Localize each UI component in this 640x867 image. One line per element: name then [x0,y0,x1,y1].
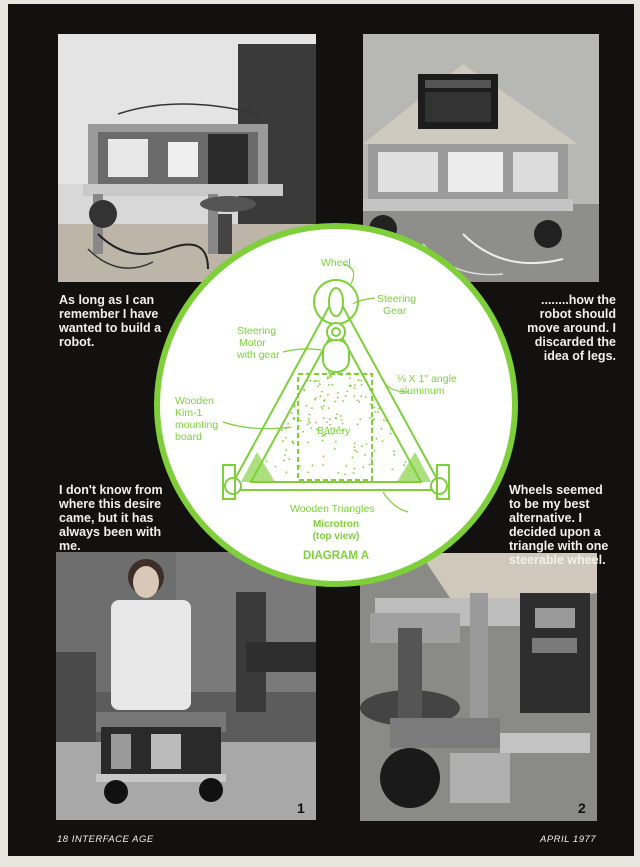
speckle-dot [363,466,365,468]
speckle-dot [308,414,310,416]
photo-number-1: 1 [297,800,305,816]
speckle-dot [315,397,317,399]
speckle-dot [393,450,395,452]
speckle-dot [322,464,324,466]
speckle-dot [383,419,385,421]
speckle-dot [322,408,324,410]
footer-date: APRIL 1977 [540,834,597,845]
speckle-dot [301,388,303,390]
diagram-title: Microtron [312,519,360,530]
speckle-dot [361,445,363,447]
speckle-dot [341,419,343,421]
speckle-dot [329,418,331,420]
speckle-dot [329,375,331,377]
speckle-dot [312,464,314,466]
speckle-dot [360,395,362,397]
speckle-dot [386,420,388,422]
label-board-3: mounting [175,419,219,431]
speckle-dot [354,446,356,448]
speckle-dot [298,414,300,416]
speckle-dot [308,421,310,423]
speckle-dot [307,380,309,382]
speckle-dot [365,381,367,383]
speckle-dot [294,406,296,408]
speckle-dot [359,419,361,421]
speckle-dot [288,458,290,460]
speckle-dot [292,440,294,442]
speckle-dot [340,415,342,417]
speckle-dot [286,471,288,473]
label-wheel: Wheel [321,257,351,269]
speckle-dot [373,407,375,409]
speckle-dot [285,449,287,451]
footer-page-title: 18 INTERFACE AGE [57,834,154,845]
speckle-dot [293,442,295,444]
speckle-dot [323,405,325,407]
speckle-dot [374,450,376,452]
speckle-dot [352,457,354,459]
speckle-dot [390,428,392,430]
speckle-dot [337,472,339,474]
speckle-dot [345,395,347,397]
speckle-dot [357,423,359,425]
speckle-dot [335,417,337,419]
speckle-dot [322,440,324,442]
speckle-dot [320,395,322,397]
speckle-dot [337,392,339,394]
diagram-a-circle [153,222,519,588]
speckle-dot [317,385,319,387]
speckle-dot [332,384,334,386]
speckle-dot [294,404,296,406]
speckle-dot [382,440,384,442]
speckle-dot [314,399,316,401]
speckle-dot [366,443,368,445]
label-angle-1: ⅛ X 1" angle [397,373,457,385]
speckle-dot [323,417,325,419]
speckle-dot [336,413,338,415]
speckle-dot [393,454,395,456]
speckle-dot [328,407,330,409]
speckle-dot [284,454,286,456]
speckle-dot [323,455,325,457]
speckle-dot [287,423,289,425]
speckle-dot [349,378,351,380]
photo-author-with-robot [56,552,316,820]
speckle-dot [370,458,372,460]
speckle-dot [364,454,366,456]
speckle-dot [369,464,371,466]
caption-bottom-right: Wheels seemed to be my best alternative. I decided upon a triangle with one steerable wheel. [509,483,609,567]
speckle-dot [307,471,309,473]
label-steering-gear-2: Gear [383,305,407,317]
speckle-dot [326,421,328,423]
speckle-dot [309,380,311,382]
speckle-dot [317,374,319,376]
speckle-dot [346,465,348,467]
speckle-dot [310,428,312,430]
speckle-dot [321,391,323,393]
speckle-dot [376,438,378,440]
label-battery: Battery [317,425,351,437]
label-board-4: board [175,431,202,443]
speckle-dot [356,451,358,453]
speckle-dot [314,380,316,382]
speckle-dot [354,468,356,470]
photo-number-2: 2 [578,800,586,816]
photo-steerable-wheel-closeup [360,553,597,821]
speckle-dot [370,403,372,405]
speckle-dot [337,397,339,399]
speckle-dot [342,400,344,402]
diagram-subtitle: (top view) [312,531,360,542]
speckle-dot [315,422,317,424]
caption-top-right: ........how the robot should move around. I discarded the idea of legs. [527,293,616,363]
label-wooden-triangles: Wooden Triangles [290,503,375,515]
speckle-dot [381,428,383,430]
speckle-dot [282,440,284,442]
speckle-dot [266,461,268,463]
speckle-dot [327,394,329,396]
speckle-dot [334,401,336,403]
speckle-dot [344,473,346,475]
speckle-dot [357,400,359,402]
speckle-dot [328,372,330,374]
speckle-dot [409,470,411,472]
speckle-dot [354,384,356,386]
label-motor-3: with gear [237,349,280,361]
speckle-dot [360,380,362,382]
speckle-dot [294,417,296,419]
label-motor-1: Steering [237,325,277,337]
speckle-dot [361,384,363,386]
speckle-dot [328,384,330,386]
speckle-dot [354,396,356,398]
speckle-dot [341,374,343,376]
speckle-dot [353,472,355,474]
steering-motor-symbol [323,340,349,372]
label-motor-2: Motor [239,337,266,349]
speckle-dot [335,441,337,443]
label-angle-2: aluminum [399,385,445,397]
speckle-dot [349,385,351,387]
caption-top-left: As long as I can remember I have wanted to build a robot. [59,293,162,349]
speckle-dot [375,411,377,413]
speckle-dot [275,466,277,468]
speckle-dot [323,400,325,402]
speckle-dot [346,390,348,392]
speckle-dot [307,423,309,425]
speckle-dot [354,450,356,452]
speckle-dot [369,417,371,419]
label-steering-gear-1: Steering [377,293,417,305]
speckle-dot [309,422,311,424]
diagram-name: DIAGRAM A [302,550,370,562]
speckle-dot [327,377,329,379]
speckle-dot [372,428,374,430]
speckle-dot [281,429,283,431]
speckle-dot [306,405,308,407]
speckle-dot [302,431,304,433]
speckle-dot [321,406,323,408]
speckle-dot [369,389,371,391]
speckle-dot [358,401,360,403]
speckle-dot [354,443,356,445]
speckle-dot [285,437,287,439]
speckle-dot [291,412,293,414]
speckle-dot [358,379,360,381]
speckle-dot [319,383,321,385]
speckle-dot [405,461,407,463]
speckle-dot [334,448,336,450]
label-board-1: Wooden [175,395,214,407]
label-board-2: Kim-1 [175,407,203,419]
speckle-dot [307,442,309,444]
speckle-dot [308,418,310,420]
speckle-dot [378,408,380,410]
speckle-dot [372,418,374,420]
speckle-dot [283,460,285,462]
speckle-dot [348,372,350,374]
speckle-dot [311,407,313,409]
speckle-dot [365,396,367,398]
speckle-dot [391,468,393,470]
speckle-dot [372,399,374,401]
caption-bottom-left: I don't know from where this desire came, but it has always been with me. [59,483,163,553]
speckle-dot [299,465,301,467]
speckle-dot [300,420,302,422]
speckle-dot [303,389,305,391]
speckle-dot [318,380,320,382]
speckle-dot [390,433,392,435]
speckle-dot [403,464,405,466]
speckle-dot [354,387,356,389]
speckle-dot [377,411,379,413]
